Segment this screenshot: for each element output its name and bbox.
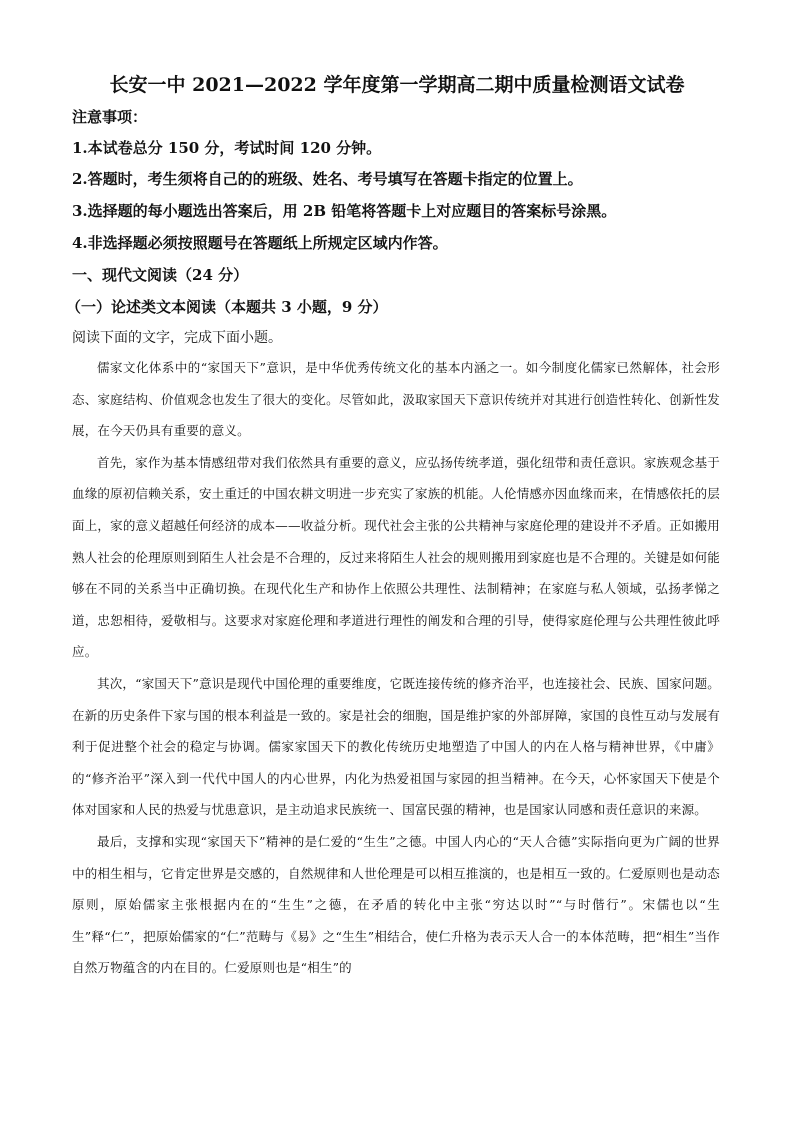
notice-item-1: 1.本试卷总分 150 分，考试时间 120 分钟。 (72, 139, 382, 157)
passage-paragraph-2: 首先，家作为基本情感纽带对我们依然具有重要的意义，应弘扬传统孝道，强化纽带和责任意识。家族观念基于血缘的原初信赖关系，安土重迁的中国农耕文明进一步充实了家族的机能。人伦情感亦因血缘而来，在情感依托的层面上，家的意义超越任何经济的成本——收益分析。现代社会主张的公共精神与家庭伦理的建设并不矛盾。正如搬用熟人社会的伦理原则到陌生人社会是不合理的，反过来将陌生人社会的规则搬用到家庭也是不合理的。关键是如何能够在不同的关系当中正确切换。在现代化生产和协作上依照公共理性、法制精神；在家庭与私人领域，弘扬孝悌之道，忠恕相待，爱敬相与。这要求对家庭伦理和孝道进行理性的阐发和合理的引导，使得家庭伦理与公共理性彼此呼应。 (72, 454, 720, 660)
notice-heading: 注意事项： (72, 108, 148, 126)
page-title: 长安一中 2021—2022 学年度第一学期高二期中质量检测语文试卷 (109, 74, 685, 96)
notice-item-2: 2.答题时，考生须将自己的的班级、姓名、考号填写在答题卡指定的位置上。 (72, 170, 583, 188)
subsection-heading: （一）论述类文本阅读（本题共 3 小题，9 分） (66, 298, 388, 316)
passage-paragraph-4: 最后，支撑和实现“家国天下”精神的是仁爱的“生生”之德。中国人内心的“天人合德”实际指向更为广阔的世界中的相生相与，它肯定世界是交感的，自然规律和人世伦理是可以相互推演的，也是相互一致的。仁爱原则也是动态原则，原始儒家主张根据内在的“生生”之德，在矛盾的转化中主张“穷达以时”“与时偕行”。宋儒也以“生生”释“仁”，把原始儒家的“仁”范畴与《易》之“生生”相结合，使仁升格为表示天人合一的本体范畴，把“相生”当作自然万物蕴含的内在目的。仁爱原则也是“相生”的 (72, 833, 720, 976)
notice-item-3: 3.选择题的每小题选出答案后，用 2B 铅笔将答题卡上对应题目的答案标号涂黑。 (72, 202, 617, 220)
passage-paragraph-1: 儒家文化体系中的“家国天下”意识，是中华优秀传统文化的基本内涵之一。如今制度化儒家已然解体，社会形态、家庭结构、价值观念也发生了很大的变化。尽管如此，汲取家国天下意识传统并对其进行创造性转化、创新性发展，在今天仍具有重要的意义。 (72, 360, 720, 439)
passage-paragraph-3: 其次，“家国天下”意识是现代中国伦理的重要维度，它既连接传统的修齐治平，也连接社会、民族、国家问题。在新的历史条件下家与国的根本利益是一致的。家是社会的细胞，国是维护家的外部屏障，家国的良性互动与发展有利于促进整个社会的稳定与协调。儒家家国天下的教化传统历史地塑造了中国人的内在人格与精神世界，《中庸》的“修齐治平”深入到一代代中国人的内心世界，内化为热爱祖国与家园的担当精神。在今天，心怀家国天下使是个体对国家和人民的热爱与忧患意识，是主动追求民族统一、国富民强的精神，也是国家认同感和责任意识的来源。 (72, 675, 720, 818)
section-heading: 一、现代文阅读（24 分） (72, 266, 249, 284)
reading-instruction: 阅读下面的文字，完成下面小题。 (72, 330, 282, 346)
reading-passage (72, 352, 720, 984)
notice-item-4: 4.非选择题必须按照题号在答题纸上所规定区域内作答。 (72, 234, 448, 252)
